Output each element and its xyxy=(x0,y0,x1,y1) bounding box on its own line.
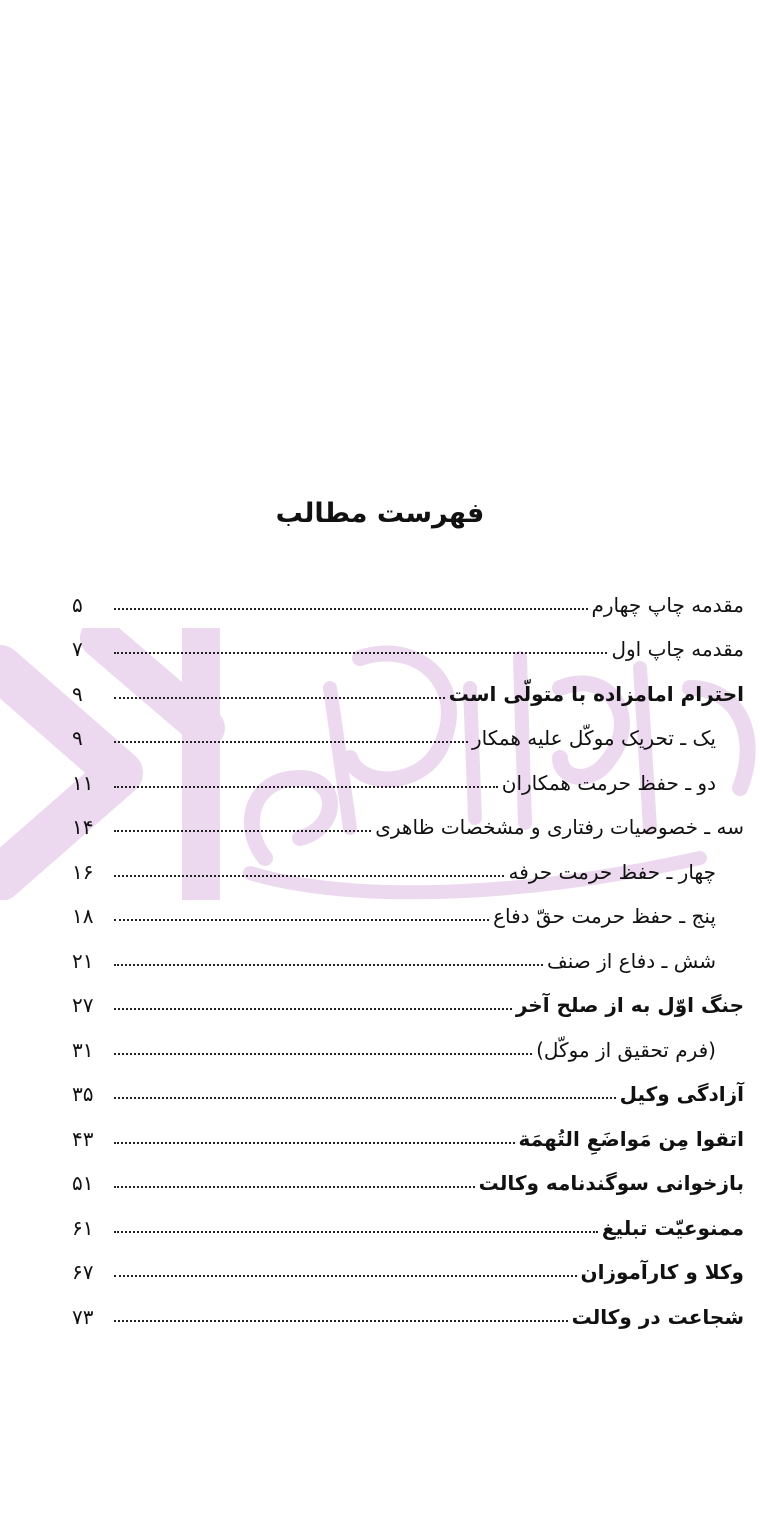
toc-entry-title: شجاعت در وکالت xyxy=(571,1304,744,1329)
dot-leader xyxy=(114,829,371,832)
dot-leader xyxy=(114,1274,577,1277)
toc-entry xyxy=(72,1195,744,1240)
toc-entry-title: اتقوا مِن مَواضَعِ التُهمَة xyxy=(518,1126,744,1151)
toc-entry-title: احترام امامزاده با متولّی است xyxy=(448,681,744,706)
dot-leader xyxy=(114,1052,532,1055)
toc-entry-page-number: ۱۸ xyxy=(72,904,94,928)
toc-entry-page-number: ۱۴ xyxy=(72,815,94,839)
toc-entry-page-number: ۴۳ xyxy=(72,1126,94,1151)
dot-leader xyxy=(114,918,489,921)
toc-entry-title: ممنوعیّت تبلیغ xyxy=(601,1215,744,1240)
dot-leader xyxy=(114,696,445,699)
toc-entry-title: آزادگی وکیل xyxy=(619,1082,744,1106)
toc-entry-page-number: ۱۱ xyxy=(72,770,94,795)
table-of-contents xyxy=(72,572,744,1329)
toc-entry xyxy=(72,928,744,973)
toc-entry xyxy=(72,884,744,929)
toc-entry xyxy=(72,1240,744,1285)
toc-entry-title: مقدمه چاپ اول xyxy=(611,637,744,661)
toc-entry xyxy=(72,1284,744,1329)
toc-entry xyxy=(72,973,744,1018)
dot-leader xyxy=(114,1141,515,1144)
toc-entry xyxy=(72,750,744,795)
toc-entry xyxy=(72,572,744,617)
toc-entry-page-number: ۷ xyxy=(72,637,83,661)
toc-entry-title: بازخوانی سوگندنامه وکالت xyxy=(478,1171,744,1195)
toc-entry xyxy=(72,1017,744,1062)
toc-entry-title: یک ـ تحریک موکّل علیه همکار xyxy=(471,726,716,750)
toc-entry xyxy=(72,661,744,706)
toc-entry-title: مقدمه چاپ چهارم xyxy=(591,592,744,617)
toc-entry-page-number: ۳۱ xyxy=(72,1037,94,1062)
toc-entry xyxy=(72,839,744,884)
toc-entry-page-number: ۲۱ xyxy=(72,948,94,973)
toc-entry-title: (فرم تحقیق از موکّل) xyxy=(536,1037,716,1062)
dot-leader xyxy=(114,1096,616,1099)
toc-entry-page-number: ۱۶ xyxy=(72,859,94,884)
toc-entry-title: جنگ اوّل به از صلح آخر xyxy=(515,993,744,1017)
toc-entry xyxy=(72,795,744,840)
dot-leader xyxy=(114,607,588,610)
toc-entry-title: سه ـ خصوصیات رفتاری و مشخصات ظاهری xyxy=(375,815,744,839)
toc-entry-page-number: ۶۱ xyxy=(72,1215,94,1240)
toc-entry-page-number: ۳۵ xyxy=(72,1082,94,1106)
toc-entry-page-number: ۹ xyxy=(72,681,83,706)
toc-entry xyxy=(72,1062,744,1107)
toc-entry-title: چهار ـ حفظ حرمت حرفه xyxy=(508,859,716,884)
toc-entry-page-number: ۵۱ xyxy=(72,1171,94,1195)
dot-leader xyxy=(114,651,607,654)
toc-entry-title: شش ـ دفاع از صنف xyxy=(547,948,716,973)
toc-entry-page-number: ۷۳ xyxy=(72,1304,94,1329)
dot-leader xyxy=(114,1230,598,1233)
dot-leader xyxy=(114,874,504,877)
toc-entry xyxy=(72,1106,744,1151)
toc-entry xyxy=(72,1151,744,1196)
toc-entry xyxy=(72,617,744,662)
dot-leader xyxy=(114,1185,475,1188)
toc-entry-title: پنج ـ حفظ حرمت حقّ دفاع xyxy=(493,904,716,928)
dot-leader xyxy=(114,1007,512,1010)
toc-entry-page-number: ۹ xyxy=(72,726,83,750)
toc-entry-title: دو ـ حفظ حرمت همکاران xyxy=(501,770,716,795)
toc-entry xyxy=(72,706,744,751)
dot-leader xyxy=(114,785,498,788)
toc-entry-page-number: ۲۷ xyxy=(72,993,94,1017)
dot-leader xyxy=(114,740,468,743)
toc-entry-title: وکلا و کارآموزان xyxy=(580,1260,744,1284)
dot-leader xyxy=(114,1319,568,1322)
toc-entry-page-number: ۶۷ xyxy=(72,1260,94,1284)
toc-entry-page-number: ۵ xyxy=(72,592,83,617)
dot-leader xyxy=(114,963,543,966)
page-title: فهرست مطالب xyxy=(275,498,485,529)
